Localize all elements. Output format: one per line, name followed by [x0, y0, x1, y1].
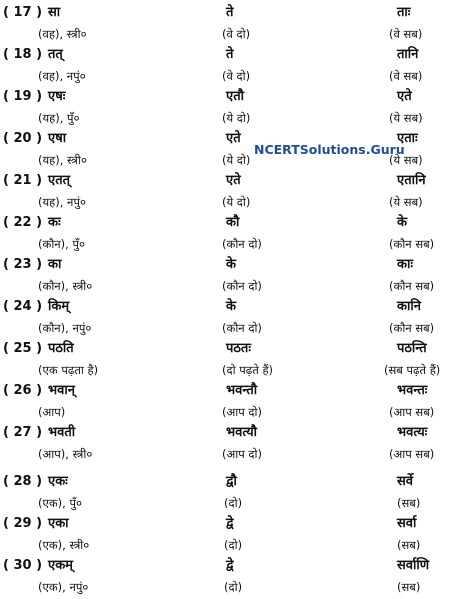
- entry-30: [0, 556, 474, 597]
- form-line: [0, 472, 474, 492]
- entry-number: ( 23 ): [3, 257, 43, 272]
- plural-form: भवत्यः: [397, 425, 428, 440]
- singular-form: भवती: [48, 425, 76, 440]
- singular-form: एकम्: [48, 558, 73, 573]
- form-line: [0, 381, 474, 401]
- gloss-line: [0, 402, 474, 422]
- singular-gloss: (वह), नपुं०: [38, 69, 86, 83]
- singular-gloss: (एक), पुँ०: [38, 496, 82, 510]
- entry-28: [0, 472, 474, 513]
- dual-form: एतौ: [226, 89, 244, 104]
- plural-form: कानि: [397, 299, 421, 314]
- plural-gloss: (ये सब): [389, 153, 423, 167]
- plural-form: पठन्ति: [397, 341, 427, 356]
- singular-gloss: (वह), स्त्री०: [38, 27, 87, 41]
- gloss-line: [0, 108, 474, 128]
- plural-gloss: (ये सब): [389, 111, 423, 125]
- gloss-line: [0, 276, 474, 296]
- plural-gloss: (आप सब): [389, 405, 435, 419]
- plural-form: सर्वे: [397, 474, 414, 489]
- entry-number: ( 19 ): [3, 89, 43, 104]
- dual-gloss: (वे दो): [222, 69, 251, 83]
- gloss-line: [0, 577, 474, 597]
- gloss-line: [0, 535, 474, 555]
- entry-number: ( 30 ): [3, 558, 43, 573]
- singular-gloss: (एक), स्त्री०: [38, 538, 90, 552]
- form-line: [0, 556, 474, 576]
- singular-gloss: (कौन), स्त्री०: [38, 279, 93, 293]
- plural-gloss: (वे सब): [389, 69, 423, 83]
- entry-number: ( 26 ): [3, 383, 43, 398]
- singular-gloss: (एक पढ़ता है): [38, 363, 99, 377]
- form-line: [0, 45, 474, 65]
- gloss-line: [0, 360, 474, 380]
- gloss-line: [0, 24, 474, 44]
- dual-form: भवन्तौ: [226, 383, 258, 398]
- plural-form: एताः: [397, 131, 418, 146]
- entry-26: [0, 381, 474, 422]
- singular-form: कः: [48, 215, 61, 230]
- gloss-line: [0, 66, 474, 86]
- form-line: [0, 171, 474, 191]
- singular-gloss: (एक), नपुं०: [38, 580, 89, 594]
- form-line: [0, 514, 474, 534]
- singular-gloss: (यह), पुँ०: [38, 111, 80, 125]
- form-line: [0, 255, 474, 275]
- dual-gloss: (वे दो): [222, 27, 251, 41]
- gloss-line: [0, 493, 474, 513]
- dual-form: द्वौ: [226, 474, 237, 489]
- singular-form: एतत्: [48, 173, 71, 188]
- singular-form: एषः: [48, 89, 66, 104]
- entry-number: ( 17 ): [3, 5, 43, 20]
- entry-22: [0, 213, 474, 254]
- form-line: [0, 297, 474, 317]
- gloss-line: [0, 234, 474, 254]
- dual-gloss: (ये दो): [222, 153, 251, 167]
- entry-number: ( 29 ): [3, 516, 43, 531]
- gloss-line: [0, 192, 474, 212]
- plural-gloss: (कौन सब): [389, 237, 435, 251]
- entry-number: ( 28 ): [3, 474, 43, 489]
- plural-form: सर्वाणि: [397, 558, 430, 573]
- dual-gloss: (दो): [224, 580, 243, 594]
- entry-21: [0, 171, 474, 212]
- plural-gloss: (वे सब): [389, 27, 423, 41]
- entry-number: ( 21 ): [3, 173, 43, 188]
- singular-gloss: (कौन), पुँ०: [38, 237, 85, 251]
- plural-gloss: (सब): [397, 538, 421, 552]
- plural-gloss: (ये सब): [389, 195, 423, 209]
- dual-form: द्वे: [226, 558, 234, 573]
- entry-25: [0, 339, 474, 380]
- plural-gloss: (सब): [397, 580, 421, 594]
- singular-gloss: (यह), नपुं०: [38, 195, 86, 209]
- dual-form: एते: [226, 173, 241, 188]
- entry-23: [0, 255, 474, 296]
- singular-form: भवान्: [48, 383, 75, 398]
- dual-form: कौ: [226, 215, 240, 230]
- form-line: [0, 213, 474, 233]
- plural-form: काः: [397, 257, 413, 272]
- singular-gloss: (आप), स्त्री०: [38, 447, 93, 461]
- dual-gloss: (दो): [224, 538, 243, 552]
- dual-gloss: (दो पढ़ते हैं): [222, 363, 274, 377]
- entry-number: ( 25 ): [3, 341, 43, 356]
- plural-form: ताः: [397, 5, 411, 20]
- dual-form: ते: [226, 5, 234, 20]
- site-watermark: NCERTSolutions.Guru: [254, 142, 405, 157]
- dual-form: द्वे: [226, 516, 234, 531]
- singular-gloss: (कौन), नपुं०: [38, 321, 92, 335]
- entry-17: [0, 3, 474, 44]
- dual-gloss: (दो): [224, 496, 243, 510]
- entry-18: [0, 45, 474, 86]
- singular-form: एषा: [48, 131, 67, 146]
- dual-gloss: (आप दो): [222, 447, 262, 461]
- dual-form: ते: [226, 47, 234, 62]
- singular-form: एका: [48, 516, 69, 531]
- entry-24: [0, 297, 474, 338]
- plural-gloss: (आप सब): [389, 447, 435, 461]
- plural-form: भवन्तः: [397, 383, 428, 398]
- entry-number: ( 24 ): [3, 299, 43, 314]
- gloss-line: [0, 318, 474, 338]
- dual-form: एते: [226, 131, 241, 146]
- plural-gloss: (सब पढ़ते हैं): [384, 363, 441, 377]
- dual-form: भवत्यौ: [226, 425, 258, 440]
- singular-form: एकः: [48, 474, 68, 489]
- gloss-line: [0, 444, 474, 464]
- plural-form: एते: [397, 89, 412, 104]
- entry-number: ( 20 ): [3, 131, 43, 146]
- plural-form: एतानि: [397, 173, 426, 188]
- singular-form: किम्: [48, 299, 70, 314]
- singular-gloss: (आप): [38, 405, 66, 419]
- plural-gloss: (कौन सब): [389, 279, 435, 293]
- dual-gloss: (ये दो): [222, 111, 251, 125]
- plural-gloss: (कौन सब): [389, 321, 435, 335]
- plural-gloss: (सब): [397, 496, 421, 510]
- dual-gloss: (आप दो): [222, 405, 262, 419]
- entry-19: [0, 87, 474, 128]
- entry-29: [0, 514, 474, 555]
- dual-gloss: (ये दो): [222, 195, 251, 209]
- dual-form: के: [226, 257, 236, 272]
- dual-gloss: (कौन दो): [222, 321, 262, 335]
- singular-form: सा: [48, 5, 61, 20]
- form-line: [0, 87, 474, 107]
- entry-number: ( 18 ): [3, 47, 43, 62]
- entry-27: [0, 423, 474, 464]
- singular-form: पठति: [48, 341, 74, 356]
- dual-form: के: [226, 299, 236, 314]
- singular-form: तत्: [48, 47, 63, 62]
- form-line: [0, 339, 474, 359]
- dual-gloss: (कौन दो): [222, 279, 262, 293]
- form-line: [0, 3, 474, 23]
- plural-form: के: [397, 215, 407, 230]
- plural-form: सर्वा: [397, 516, 417, 531]
- entry-number: ( 27 ): [3, 425, 43, 440]
- singular-form: का: [48, 257, 62, 272]
- dual-form: पठतः: [226, 341, 251, 356]
- singular-gloss: (यह), स्त्री०: [38, 153, 87, 167]
- dual-gloss: (कौन दो): [222, 237, 262, 251]
- entry-number: ( 22 ): [3, 215, 43, 230]
- form-line: [0, 423, 474, 443]
- plural-form: तानि: [397, 47, 419, 62]
